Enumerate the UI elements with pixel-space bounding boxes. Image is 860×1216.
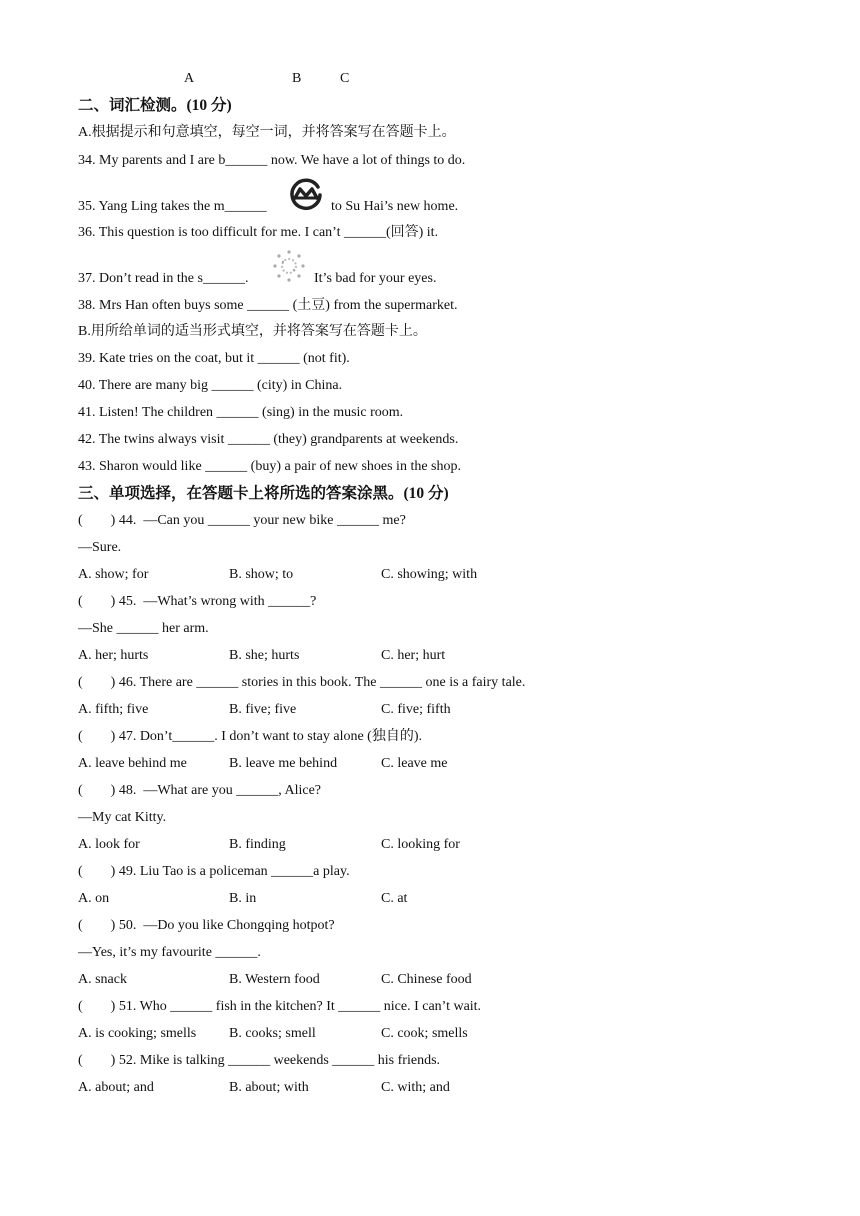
question-36: 36. This question is too difficult for me. I can’t ______(回答) it. [78,225,439,240]
question-45-stem: ( ) 45. —What’s wrong with ______? [78,594,317,609]
question-49-option-a[interactable]: A. on [78,891,110,906]
question-48-option-c[interactable]: C. looking for [381,837,460,852]
section2-title: 二、词汇检测。(10 分) [78,97,232,114]
section2-part-a: A.根据提示和句意填空，每空一词，并将答案写在答题卡上。 [78,125,456,140]
question-46-stem: ( ) 46. There are ______ stories in this book. The ______ one is a fairy tale. [78,675,526,690]
question-45-option-a[interactable]: A. her; hurts [78,648,149,663]
question-50-option-a[interactable]: A. snack [78,972,127,987]
question-45-option-c[interactable]: C. her; hurt [381,648,446,663]
question-46-option-a[interactable]: A. fifth; five [78,702,149,717]
question-48-option-a[interactable]: A. look for [78,837,140,852]
question-52-option-a[interactable]: A. about; and [78,1080,154,1095]
question-47-option-c[interactable]: C. leave me [381,756,448,771]
question-44-option-a[interactable]: A. show; for [78,567,149,582]
question-48-option-b[interactable]: B. finding [229,837,286,852]
top-option-c: C [340,71,350,86]
question-45-option-b[interactable]: B. she; hurts [229,648,300,663]
question-45-reply: —She ______ her arm. [78,621,209,636]
question-51-stem: ( ) 51. Who ______ fish in the kitchen? It ______ nice. I can’t wait. [78,999,482,1014]
question-47-option-a[interactable]: A. leave behind me [78,756,187,771]
question-52-option-b[interactable]: B. about; with [229,1080,309,1095]
question-52-stem: ( ) 52. Mike is talking ______ weekends ______ his friends. [78,1053,441,1068]
question-49-option-c[interactable]: C. at [381,891,408,906]
question-35-end: to Su Hai’s new home. [331,199,459,214]
question-41: 41. Listen! The children ______ (sing) in the music room. [78,405,404,420]
question-51-option-b[interactable]: B. cooks; smell [229,1026,316,1041]
question-50-stem: ( ) 50. —Do you like Chongqing hotpot? [78,918,335,933]
question-38: 38. Mrs Han often buys some ______ (土豆) from the supermarket. [78,298,458,313]
question-48-reply: —My cat Kitty. [78,810,167,825]
question-50-reply: —Yes, it’s my favourite ______. [78,945,261,960]
question-43: 43. Sharon would like ______ (buy) a pair of new shoes in the shop. [78,459,461,474]
question-44-stem: ( ) 44. —Can you ______ your new bike ______ me? [78,513,406,528]
section3-title: 三、单项选择，在答题卡上将所选的答案涂黑。(10 分) [78,485,449,502]
question-46-option-b[interactable]: B. five; five [229,702,297,717]
top-option-b: B [292,71,302,86]
question-37-end: It’s bad for your eyes. [314,271,437,286]
sun-icon [270,248,308,284]
question-44-option-b[interactable]: B. show; to [229,567,294,582]
top-option-a: A [184,71,195,86]
question-52-option-c[interactable]: C. with; and [381,1080,450,1095]
question-51-option-a[interactable]: A. is cooking; smells [78,1026,197,1041]
question-35-start: 35. Yang Ling takes the m______ [78,199,267,214]
question-49-option-b[interactable]: B. in [229,891,257,906]
question-40: 40. There are many big ______ (city) in China. [78,378,343,393]
metro-icon [288,176,324,212]
section2-part-b: B.用所给单词的适当形式填空，并将答案写在答题卡上。 [78,324,427,339]
question-47-stem: ( ) 47. Don’t______. I don’t want to stay alone (独自的). [78,729,422,744]
question-50-option-b[interactable]: B. Western food [229,972,320,987]
question-49-stem: ( ) 49. Liu Tao is a policeman ______a play. [78,864,350,879]
question-51-option-c[interactable]: C. cook; smells [381,1026,468,1041]
question-47-option-b[interactable]: B. leave me behind [229,756,338,771]
question-48-stem: ( ) 48. —What are you ______, Alice? [78,783,321,798]
question-44-option-c[interactable]: C. showing; with [381,567,478,582]
question-44-reply: —Sure. [78,540,122,555]
question-37-start: 37. Don’t read in the s______. [78,271,249,286]
question-42: 42. The twins always visit ______ (they) grandparents at weekends. [78,432,459,447]
question-50-option-c[interactable]: C. Chinese food [381,972,472,987]
question-46-option-c[interactable]: C. five; fifth [381,702,451,717]
question-34: 34. My parents and I are b______ now. We have a lot of things to do. [78,153,466,168]
question-39: 39. Kate tries on the coat, but it ______ (not fit). [78,351,350,366]
